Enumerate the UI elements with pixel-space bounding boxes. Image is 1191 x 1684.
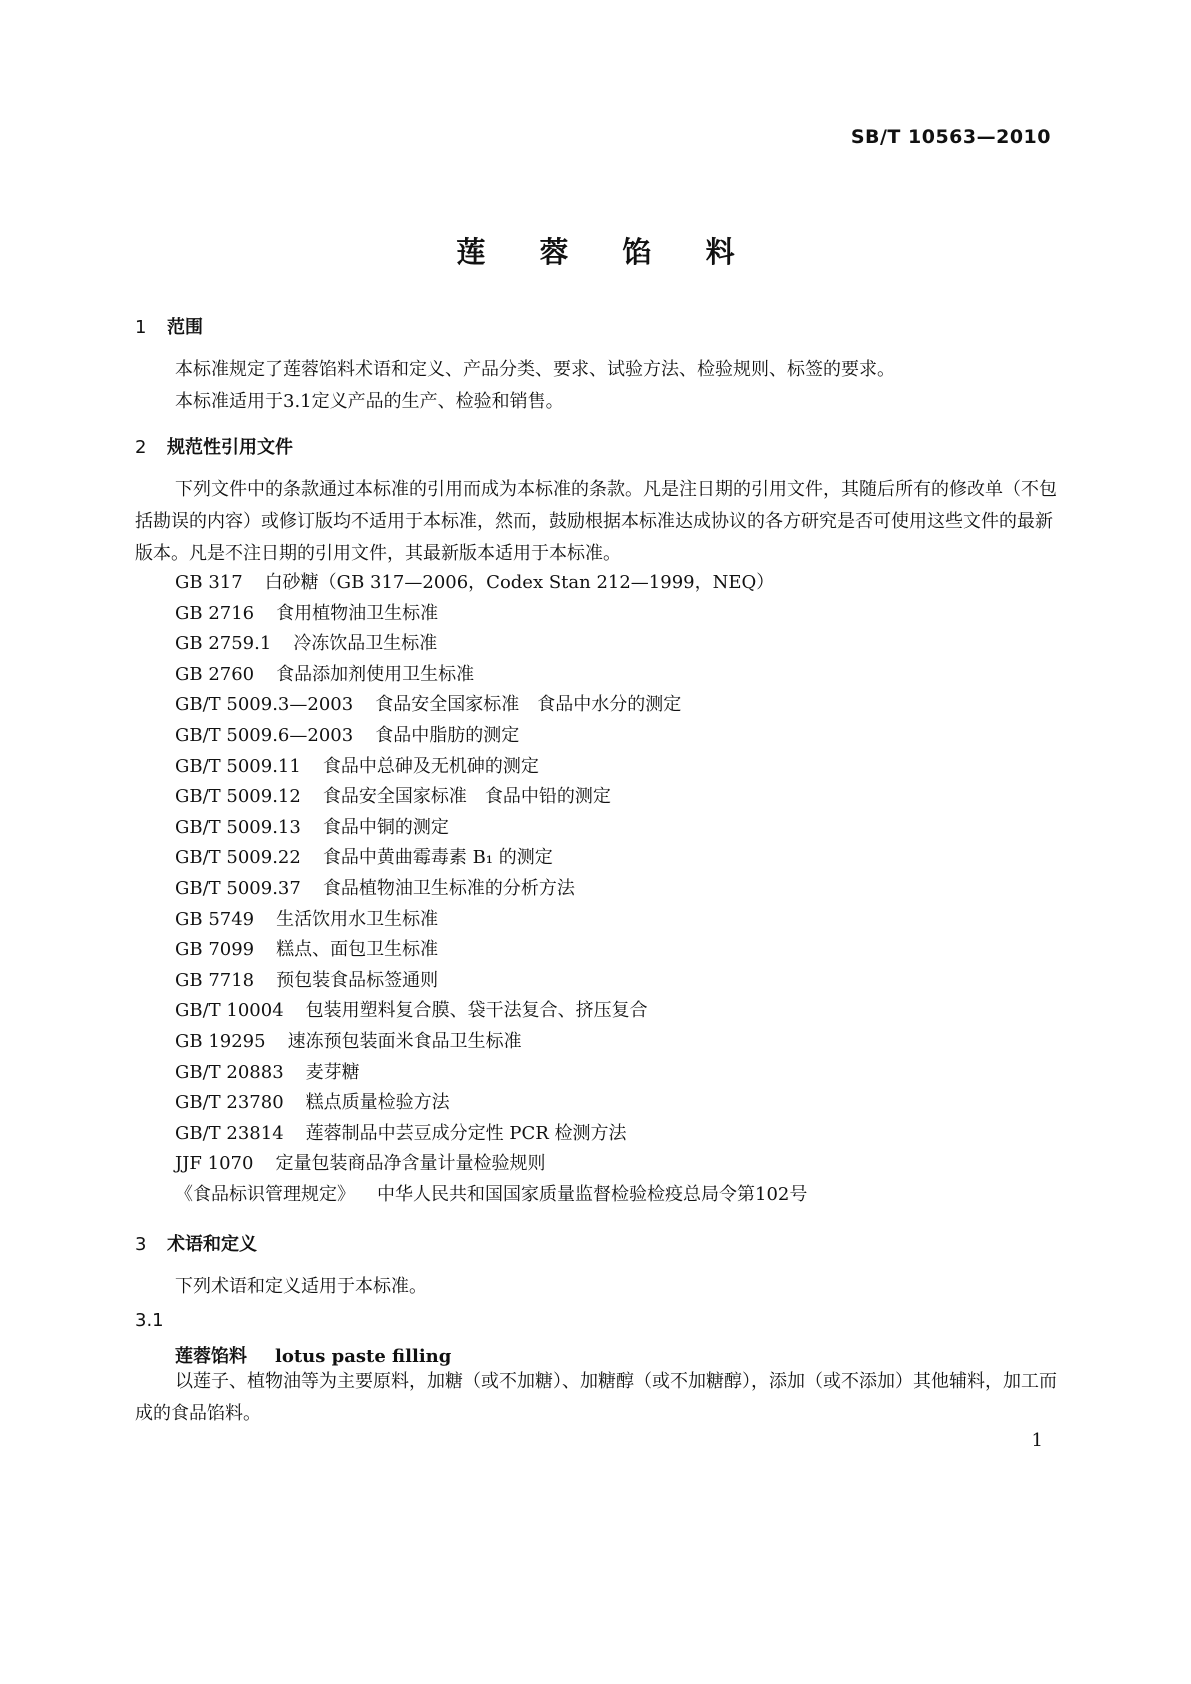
reference-code: GB 2760 xyxy=(175,663,255,685)
reference-item xyxy=(175,690,807,721)
reference-code: GB/T 23814 xyxy=(175,1122,284,1144)
section-title: 规范性引用文件 xyxy=(167,437,293,458)
reference-item xyxy=(175,568,807,599)
scope-paragraph: 本标准适用于3.1定义产品的生产、检验和销售。 xyxy=(175,391,564,412)
reference-item xyxy=(175,813,807,844)
section-heading-references xyxy=(135,433,293,459)
reference-code: 《食品标识管理规定》 xyxy=(175,1183,355,1205)
reference-item xyxy=(175,721,807,752)
reference-code: JJF 1070 xyxy=(175,1153,254,1175)
reference-item xyxy=(175,843,807,874)
reference-name: 食品中黄曲霉毒素 B₁ 的测定 xyxy=(322,847,553,869)
reference-name: 生活饮用水卫生标准 xyxy=(276,908,439,930)
reference-name: 食品安全国家标准 食品中水分的测定 xyxy=(375,694,682,716)
references-list xyxy=(175,568,807,1210)
section-number: 2 xyxy=(135,437,147,458)
reference-item xyxy=(175,629,807,660)
page-number: 1 xyxy=(1031,1430,1043,1451)
reference-name: 糕点、面包卫生标准 xyxy=(276,939,439,961)
reference-code: GB 317 xyxy=(175,572,243,593)
reference-item xyxy=(175,935,807,966)
reference-item xyxy=(175,905,807,936)
term-definition: 以莲子、植物油等为主要原料，加糖（或不加糖）、加糖醇（或不加糖醇），添加（或不添加）其他辅料，加工而成的食品馅料。 xyxy=(135,1371,1057,1424)
references-intro: 下列文件中的条款通过本标准的引用而成为本标准的条款。凡是注日期的引用文件，其随后所有的修改单（不包括勘误的内容）或修订版均不适用于本标准，然而，鼓励根据本标准达成协议的各方研究是否可使用这些文件的最新版本。凡是不注日期的引用文件，其最新版本适用于本标准。 xyxy=(135,479,1057,564)
reference-code: GB 2716 xyxy=(175,602,255,624)
reference-code: GB/T 20883 xyxy=(175,1061,284,1083)
reference-code: GB/T 5009.11 xyxy=(175,755,301,777)
section-heading-scope xyxy=(135,313,203,339)
reference-item xyxy=(175,1180,807,1211)
reference-name: 包装用塑料复合膜、袋干法复合、挤压复合 xyxy=(305,1000,648,1022)
reference-code: GB/T 5009.6—2003 xyxy=(175,724,354,746)
reference-item xyxy=(175,966,807,997)
reference-name: 食品中总砷及无机砷的测定 xyxy=(322,755,539,777)
section-number: 1 xyxy=(135,317,147,338)
reference-name: 速冻预包装面米食品卫生标准 xyxy=(287,1030,522,1052)
term-chinese: 莲蓉馅料 xyxy=(175,1346,247,1367)
reference-item xyxy=(175,660,807,691)
reference-item xyxy=(175,1027,807,1058)
reference-name: 莲蓉制品中芸豆成分定性 PCR 检测方法 xyxy=(305,1122,627,1144)
reference-name: 食品中铜的测定 xyxy=(322,816,449,838)
reference-item xyxy=(175,1119,807,1150)
reference-name: 麦芽糖 xyxy=(305,1061,360,1083)
reference-code: GB 7099 xyxy=(175,939,255,961)
reference-item xyxy=(175,782,807,813)
reference-code: GB/T 5009.13 xyxy=(175,816,301,838)
standard-code: SB/T 10563—2010 xyxy=(850,126,1051,148)
term-english: lotus paste filling xyxy=(275,1346,452,1367)
reference-item xyxy=(175,1149,807,1180)
reference-item xyxy=(175,752,807,783)
reference-code: GB/T 5009.37 xyxy=(175,877,301,899)
reference-name: 食品中脂肪的测定 xyxy=(375,724,520,746)
reference-name: 预包装食品标签通则 xyxy=(276,969,439,991)
reference-name: 糕点质量检验方法 xyxy=(305,1092,450,1114)
section-heading-terms xyxy=(135,1230,257,1256)
reference-code: GB 7718 xyxy=(175,969,255,991)
reference-code: GB/T 23780 xyxy=(175,1092,284,1114)
reference-item xyxy=(175,599,807,630)
terms-intro: 下列术语和定义适用于本标准。 xyxy=(175,1276,427,1297)
reference-item xyxy=(175,996,807,1027)
document-title: 莲 蓉 馅 料 xyxy=(456,235,757,269)
reference-name: 定量包装商品净含量计量检验规则 xyxy=(275,1153,546,1175)
reference-code: GB 2759.1 xyxy=(175,633,272,655)
reference-name: 白砂糖（GB 317—2006，Codex Stan 212—1999，NEQ） xyxy=(264,572,775,593)
reference-name: 食品添加剂使用卫生标准 xyxy=(276,663,475,685)
term-entry xyxy=(175,1342,451,1368)
reference-code: GB/T 5009.3—2003 xyxy=(175,694,354,716)
section-title: 范围 xyxy=(167,317,203,338)
scope-paragraph: 本标准规定了莲蓉馅料术语和定义、产品分类、要求、试验方法、检验规则、标签的要求。 xyxy=(175,359,895,380)
reference-code: GB/T 5009.12 xyxy=(175,786,301,808)
reference-code: GB/T 10004 xyxy=(175,1000,284,1022)
reference-code: GB 19295 xyxy=(175,1030,266,1052)
reference-code: GB/T 5009.22 xyxy=(175,847,301,869)
reference-code: GB 5749 xyxy=(175,908,255,930)
section-number: 3 xyxy=(135,1234,147,1255)
reference-item xyxy=(175,1088,807,1119)
subclause-number: 3.1 xyxy=(135,1310,164,1331)
reference-item xyxy=(175,1058,807,1089)
reference-name: 食品安全国家标准 食品中铅的测定 xyxy=(322,786,611,808)
reference-item xyxy=(175,874,807,905)
section-title: 术语和定义 xyxy=(167,1234,257,1255)
reference-name: 冷冻饮品卫生标准 xyxy=(293,633,438,655)
reference-name: 食用植物油卫生标准 xyxy=(276,602,439,624)
reference-name: 中华人民共和国国家质量监督检验检疫总局令第102号 xyxy=(377,1183,808,1205)
reference-name: 食品植物油卫生标准的分析方法 xyxy=(322,877,575,899)
